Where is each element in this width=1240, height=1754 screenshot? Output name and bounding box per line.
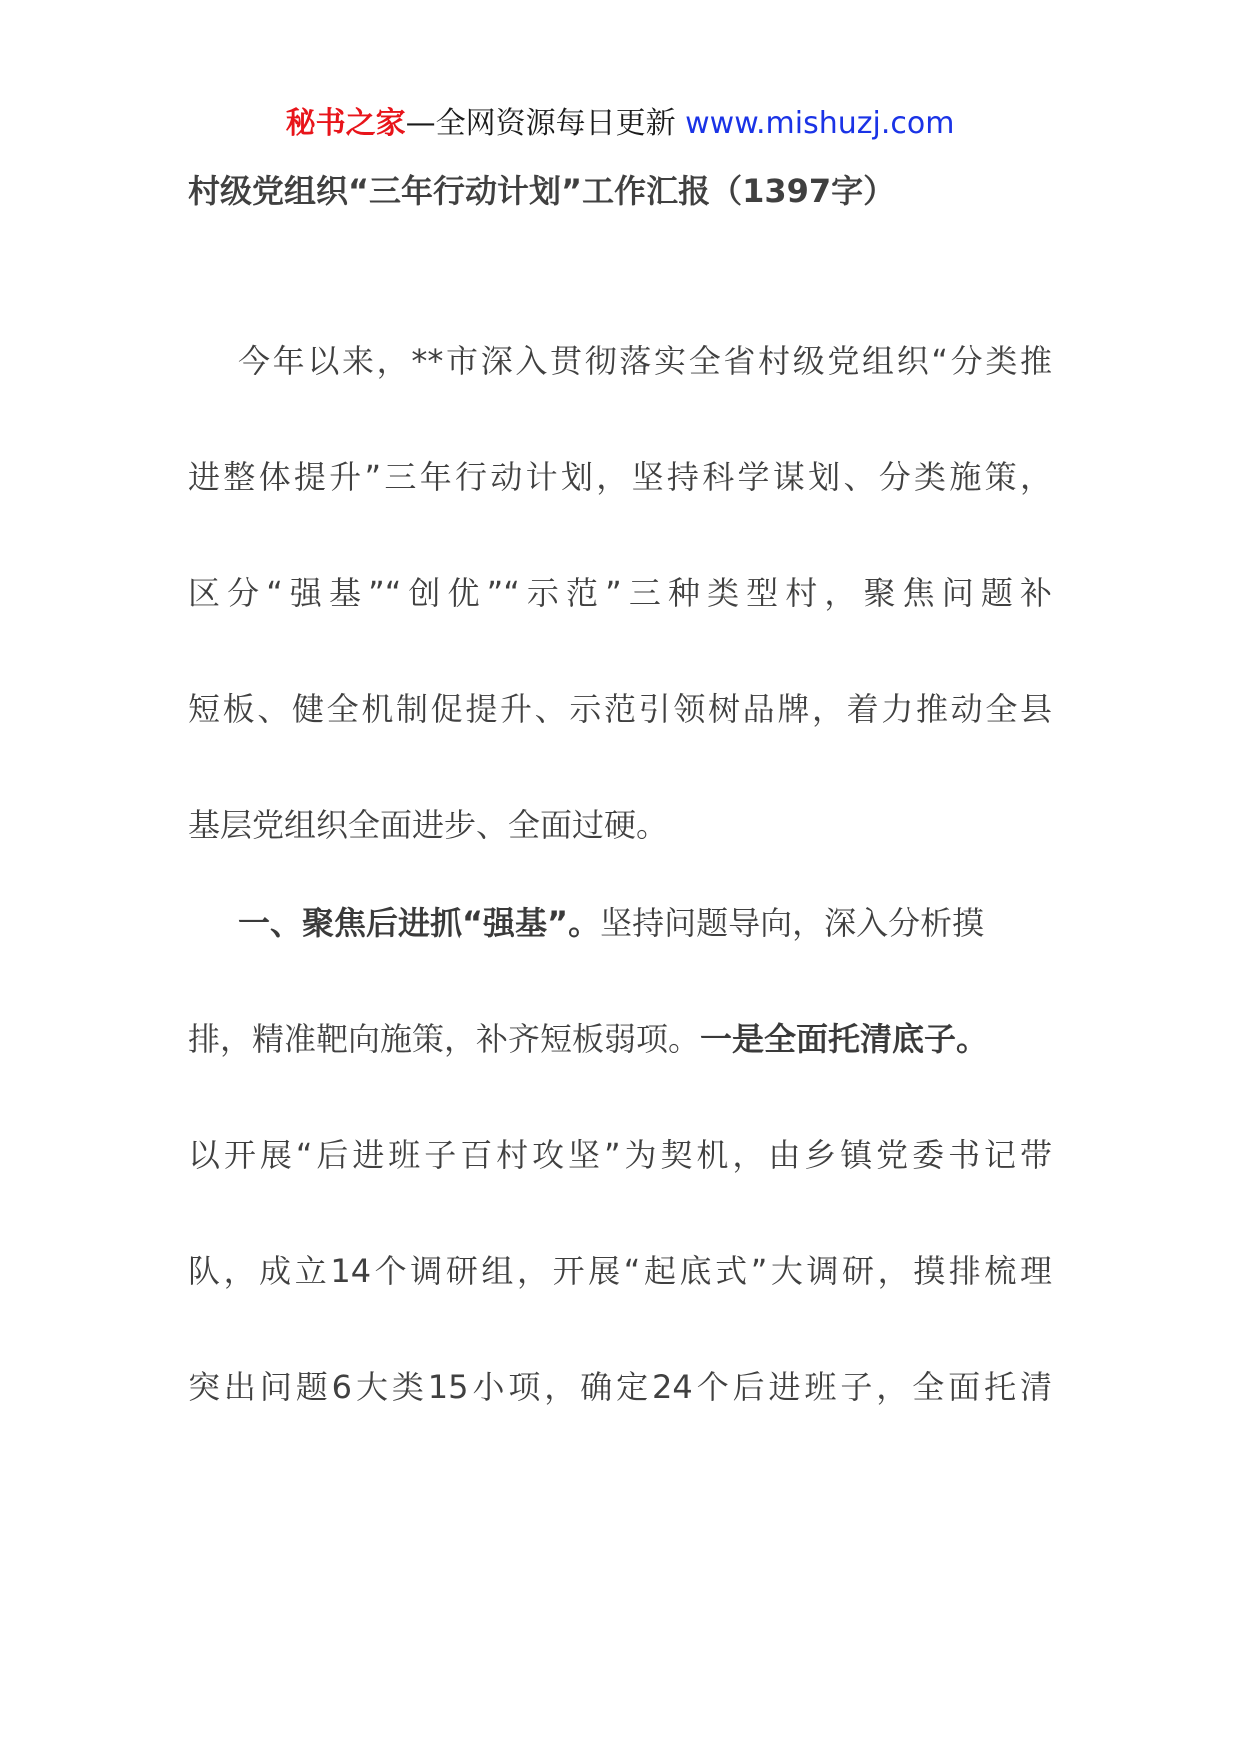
document-title: 村级党组织“三年行动计划”工作汇报（1397字） — [188, 172, 896, 210]
paragraph-line: 突出问题6大类15小项，确定24个后进班子，全面托清 — [188, 1368, 1052, 1406]
site-tagline: —全网资源每日更新 — [405, 106, 686, 141]
paragraph-line — [188, 1016, 1052, 1062]
paragraph-line: 区分“强基”“创优”“示范”三种类型村，聚焦问题补 — [188, 574, 1052, 612]
site-url-link[interactable]: www.mishuzj.com — [685, 106, 955, 141]
paragraph-text: 排，精准靶向施策，补齐短板弱项。 — [188, 1020, 701, 1058]
paragraph-line: 以开展“后进班子百村攻坚”为契机，由乡镇党委书记带 — [188, 1136, 1052, 1174]
paragraph-text: 坚持问题导向，深入分析摸 — [600, 904, 985, 942]
section-heading: 一、聚焦后进抓“强基”。 — [238, 904, 601, 942]
paragraph-line: 今年以来，**市深入贯彻落实全省村级党组织“分类推 — [238, 342, 1052, 380]
paragraph-line: 队，成立14个调研组，开展“起底式”大调研，摸排梳理 — [188, 1252, 1052, 1290]
section-heading-line — [238, 900, 1052, 946]
paragraph-line: 短板、健全机制促提升、示范引领树品牌，着力推动全县 — [188, 690, 1052, 728]
brand-name: 秘书之家 — [285, 106, 406, 141]
site-header — [0, 102, 1240, 146]
subsection-heading: 一是全面托清底子。 — [700, 1020, 989, 1058]
paragraph-line: 进整体提升”三年行动计划，坚持科学谋划、分类施策， — [188, 458, 1052, 496]
paragraph-line: 基层党组织全面进步、全面过硬。 — [188, 806, 669, 844]
